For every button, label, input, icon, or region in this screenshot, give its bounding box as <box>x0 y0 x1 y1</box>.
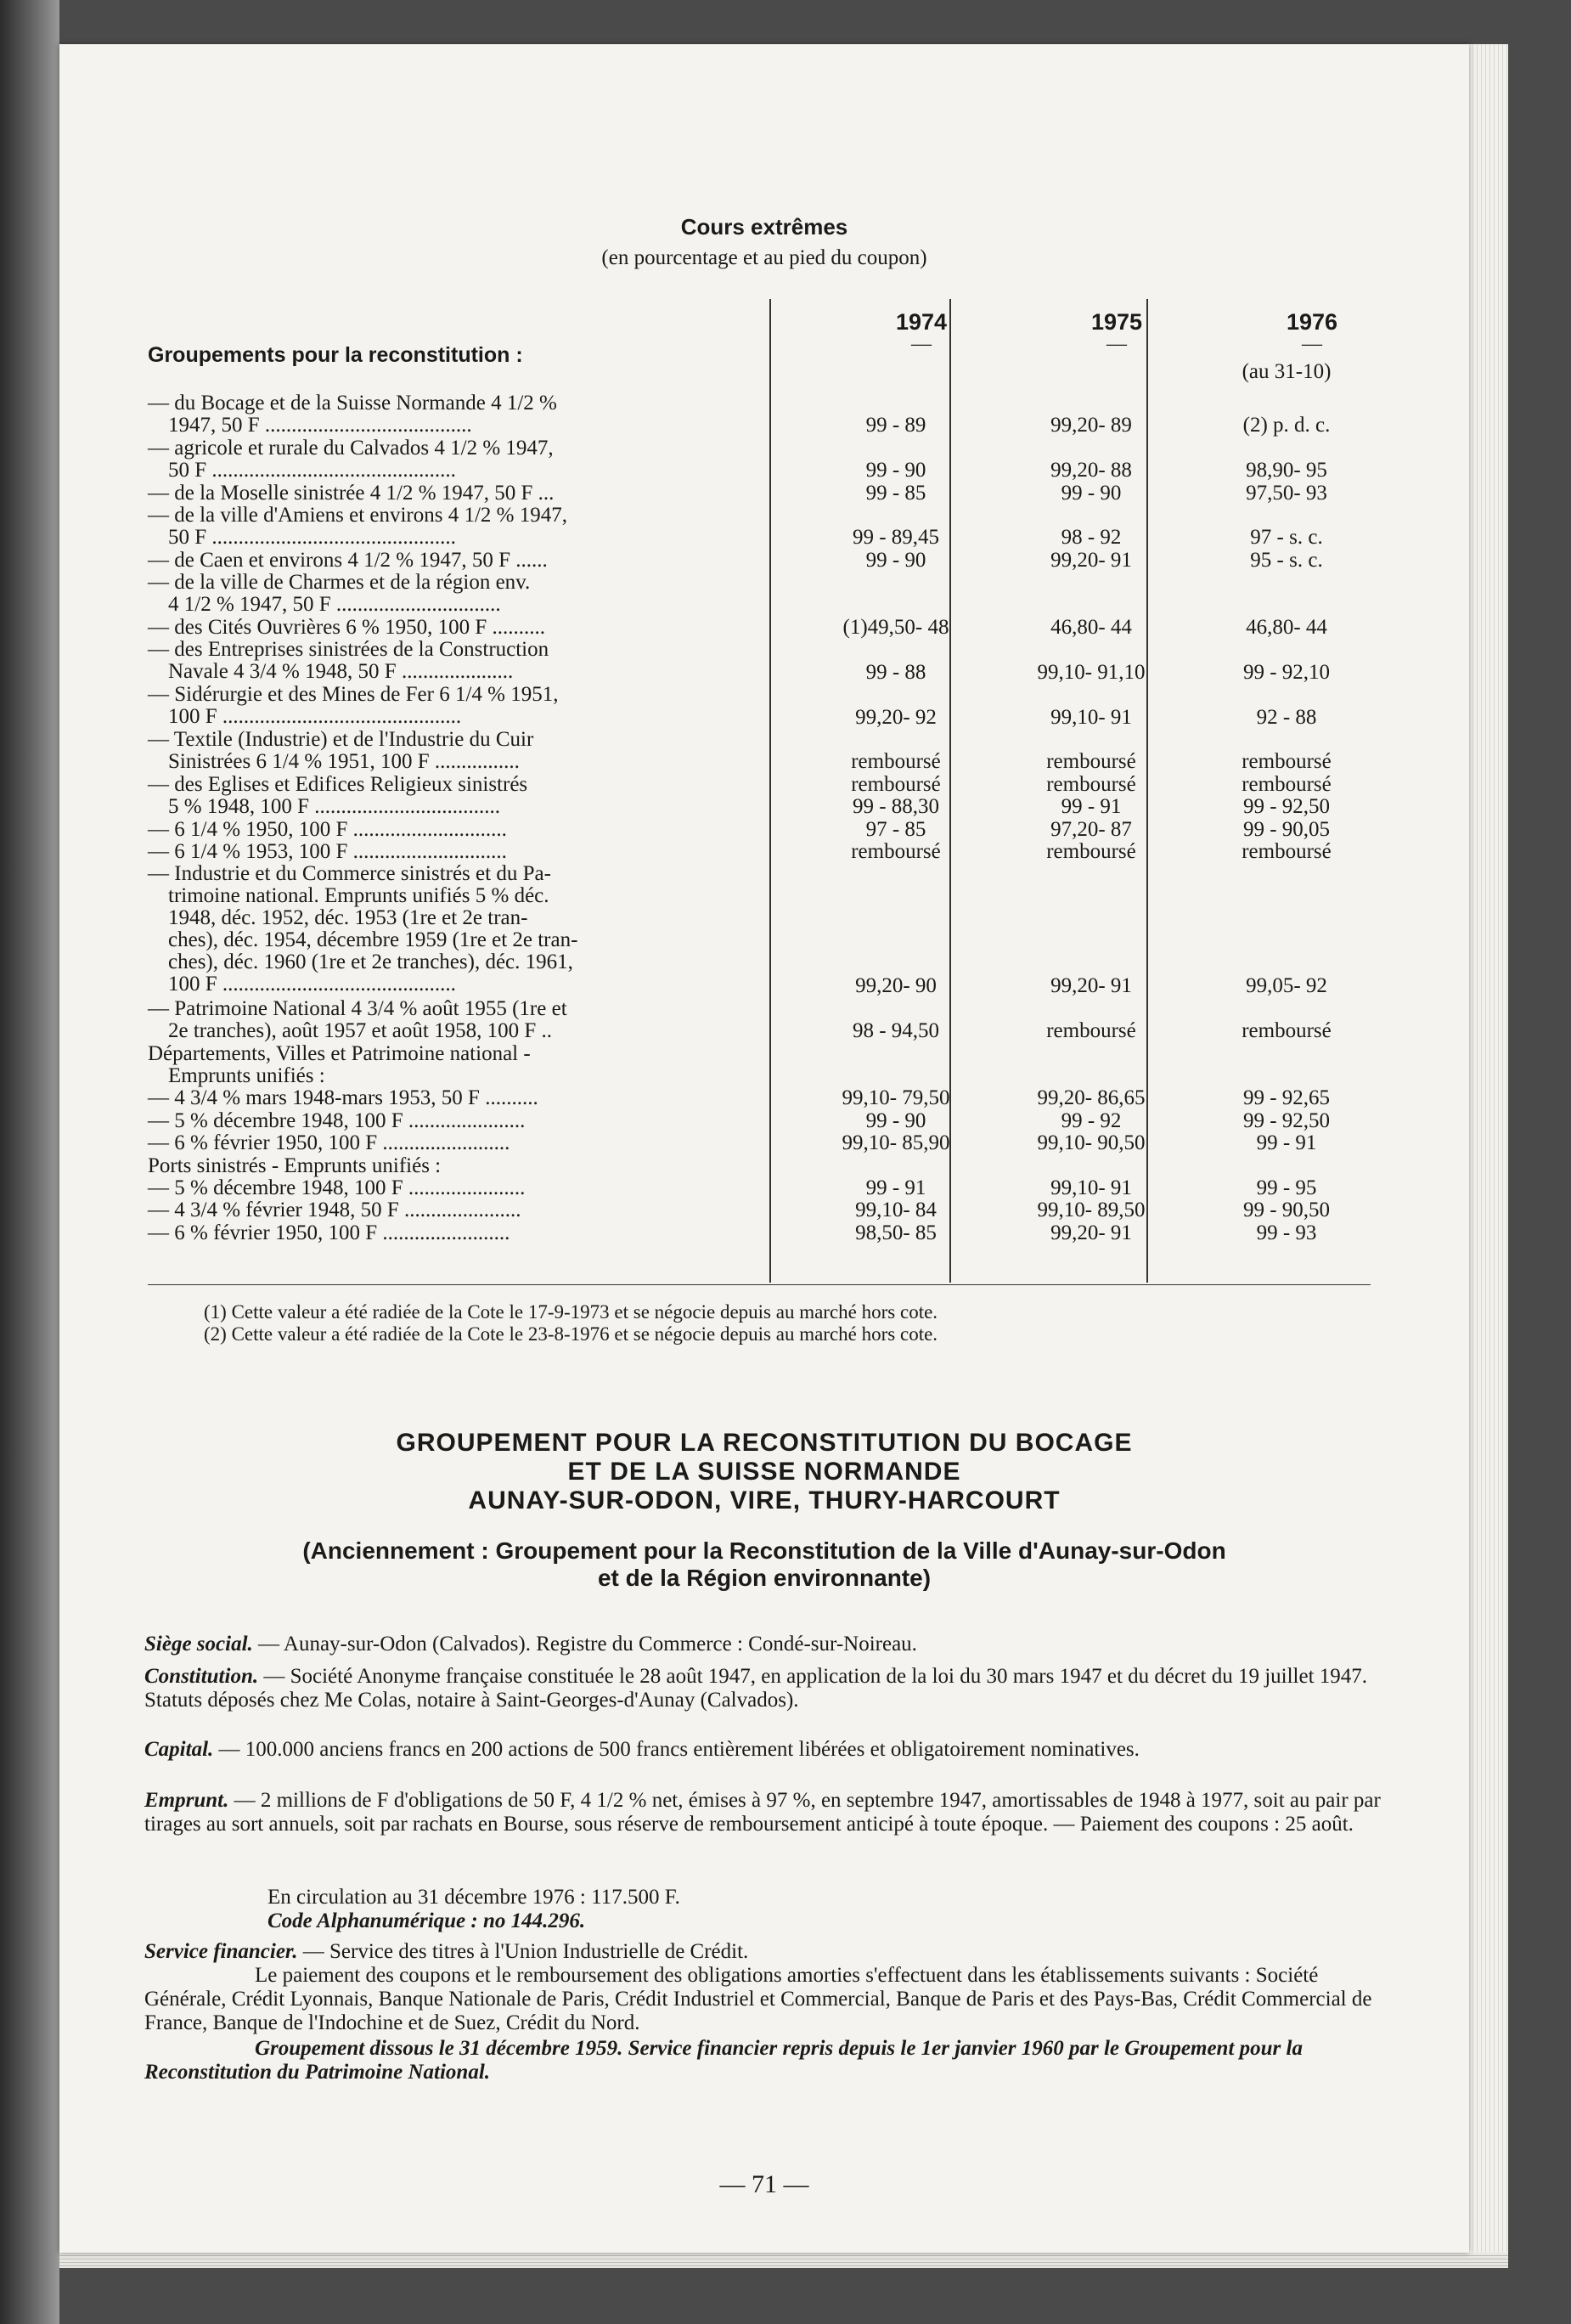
row-label-line: — Patrimoine National 4 3/4 % août 1955 (1re et <box>148 996 567 1020</box>
table-row-label <box>148 774 802 796</box>
siege-paragraph <box>144 1633 1384 1656</box>
cell-1975: 99,20- 86,65 <box>1037 1086 1146 1110</box>
table-row-label <box>148 392 802 437</box>
cell-1974: 99,10- 79,50 <box>842 1086 950 1110</box>
row-label-line: ches), déc. 1954, décembre 1959 (1re et 2e tran- <box>168 928 578 952</box>
year-1976: 1976 <box>1286 309 1338 335</box>
service-lead: Service financier. <box>144 1940 298 1963</box>
code-line: Code Alphanumérique : no 144.296. <box>267 1909 586 1932</box>
emprunt-lead: Emprunt. <box>144 1789 229 1812</box>
cell-1974: 99 - 85 <box>865 481 926 505</box>
paiement-paragraph: Le paiement des coupons et le remboursement des obligations amorties s'effectuent dans les établissements suivants : Société Générale, Crédit Lyonnais, Banque Nationale de Paris, Crédit Industriel et Commercial, Banque de Paris et des Pays-Bas, Crédit Commercial de France, Banque de l'Indochine et de Suez, Crédit du Nord. <box>144 1964 1372 2034</box>
cell-1975: remboursé <box>1046 750 1136 774</box>
cell-1974: 97 - 85 <box>865 817 926 841</box>
cours-subtitle: (en pourcentage et au pied du coupon) <box>601 246 927 269</box>
table-row-label <box>148 505 802 549</box>
row-label-line: 100 F ............................................ <box>168 973 456 996</box>
cell-1975: 99,20- 88 <box>1050 459 1132 482</box>
cell-1975: 99,10- 89,50 <box>1037 1199 1146 1222</box>
row-label-line: — des Entreprises sinistrées de la Construction <box>148 638 549 662</box>
section-title-line-1: GROUPEMENT POUR LA RECONSTITUTION DU BOCAGE <box>396 1429 1133 1457</box>
table-row-label <box>148 482 802 505</box>
row-label-line: 50 F .............................................. <box>168 458 456 482</box>
row-label-line: Ports sinistrés - Emprunts unifiés : <box>148 1154 442 1177</box>
table-row-label <box>148 1199 802 1221</box>
cell-1975: 99 - 90 <box>1061 481 1122 505</box>
former-name-line-2: et de la Région environnante) <box>597 1565 932 1591</box>
table-row-label <box>148 1222 802 1244</box>
cell-1976: 99 - 93 <box>1256 1221 1317 1244</box>
year-note-1976: (au 31-10) <box>1242 360 1332 383</box>
cell-1974: 99 - 90 <box>865 548 926 572</box>
circulation-line: En circulation au 31 décembre 1976 : 117.500 F. <box>267 1886 680 1909</box>
cell-1975: 99,20- 91 <box>1050 974 1132 998</box>
cell-1976: 97 - s. c. <box>1250 526 1323 550</box>
cell-1974: 98 - 94,50 <box>852 1019 940 1043</box>
table-row-label <box>148 437 802 482</box>
cell-1976: 99 - 92,65 <box>1242 1086 1331 1110</box>
row-label-line: — 6 % février 1950, 100 F ........................ <box>148 1131 510 1155</box>
book-spine <box>0 0 59 2324</box>
row-label-line: 100 F ............................................. <box>168 705 462 729</box>
page-edges <box>1469 44 1508 2253</box>
cell-1974: remboursé <box>851 772 941 796</box>
row-label-line: 1948, déc. 1952, déc. 1953 (1re et 2e tran- <box>168 906 528 930</box>
cell-1976: 99 - 91 <box>1256 1131 1317 1155</box>
table-row-label <box>148 1087 802 1109</box>
year-dash-1976: — <box>1302 333 1322 355</box>
table-row-label <box>148 1110 802 1132</box>
cell-1974: (1)49,50- 48 <box>842 616 949 639</box>
row-label-line: — de la Moselle sinistrée 4 1/2 % 1947, 50 F ... <box>148 481 555 505</box>
row-label-line: — Industrie et du Commerce sinistrés et du Pa- <box>148 862 551 886</box>
constitution-text: — Société Anonyme française constituée le 28 août 1947, en application de la loi du 30 mars 1947 et du décret du 19 juillet 1947. Statuts déposés chez Me Colas, notaire à Saint-Georges-d'Aunay (Calvados). <box>144 1665 1368 1712</box>
cell-1975: 99,10- 91,10 <box>1037 660 1146 684</box>
table-row-label <box>148 1043 802 1087</box>
table-row-label <box>148 729 802 773</box>
cell-1976: 99 - 95 <box>1256 1176 1317 1199</box>
table-row-label <box>148 1177 802 1199</box>
year-1974: 1974 <box>895 309 948 335</box>
cell-1974: 99,10- 85,90 <box>842 1131 950 1155</box>
cell-1976: remboursé <box>1242 1019 1332 1043</box>
row-label-line: 1947, 50 F ....................................... <box>168 414 472 437</box>
row-label-line: 2e tranches), août 1957 et août 1958, 100 F .. <box>168 1018 552 1042</box>
cell-1976: 99 - 92,10 <box>1242 660 1331 684</box>
cell-1974: 99 - 90 <box>865 459 926 482</box>
cell-1976: 46,80- 44 <box>1246 616 1327 639</box>
footnote-1: (1) Cette valeur a été radiée de la Cote le 17-9-1973 et se négocie depuis au marché hors cote. <box>204 1301 938 1323</box>
cell-1974: 99 - 88 <box>865 660 926 684</box>
row-label-line: — 6 % février 1950, 100 F ........................ <box>148 1221 510 1244</box>
emprunt-paragraph <box>144 1789 1384 1836</box>
cell-1974: 99 - 88,30 <box>852 795 940 819</box>
cell-1974: remboursé <box>851 750 941 774</box>
cell-1975: remboursé <box>1046 840 1136 863</box>
row-label-line: Départements, Villes et Patrimoine national - <box>148 1041 531 1065</box>
row-label-line: — des Cités Ouvrières 6 % 1950, 100 F .......... <box>148 616 546 639</box>
former-name-line-1: (Anciennement : Groupement pour la Reconstitution de la Ville d'Aunay-sur-Odon <box>302 1537 1226 1564</box>
row-label-line: — de Caen et environs 4 1/2 % 1947, 50 F ...... <box>148 548 548 572</box>
cell-1976: 99 - 90,50 <box>1242 1199 1331 1222</box>
cell-1976: 98,90- 95 <box>1246 459 1327 482</box>
section-title-line-3: AUNAY-SUR-ODON, VIRE, THURY-HARCOURT <box>468 1486 1061 1515</box>
table-row-label <box>148 572 802 616</box>
cell-1975: 99,10- 90,50 <box>1037 1131 1146 1155</box>
row-label-line: 4 1/2 % 1947, 50 F ............................... <box>168 593 501 617</box>
cell-1976: 99 - 92,50 <box>1242 795 1331 819</box>
cell-1974: 98,50- 85 <box>855 1221 937 1244</box>
table-row-label <box>148 796 802 818</box>
row-label-line: — 6 1/4 % 1953, 100 F ............................. <box>148 840 507 863</box>
capital-paragraph <box>144 1738 1384 1762</box>
table-row-label <box>148 863 802 996</box>
cell-1976: remboursé <box>1242 750 1332 774</box>
row-label-line: — Sidérurgie et des Mines de Fer 6 1/4 % 1951, <box>148 683 559 707</box>
cell-1975: 99 - 91 <box>1061 795 1122 819</box>
cell-1975: 99,20- 89 <box>1050 414 1132 437</box>
row-label-line: trimoine national. Emprunts unifiés 5 % déc. <box>168 884 549 908</box>
row-label-line: — des Eglises et Edifices Religieux sinistrés <box>148 772 528 796</box>
cell-1974: remboursé <box>851 840 941 863</box>
cell-1975: 97,20- 87 <box>1050 817 1132 841</box>
table-row-label <box>148 1155 802 1177</box>
service-text: — Service des titres à l'Union Industrielle de Crédit. <box>297 1940 749 1963</box>
service-paragraph <box>144 1940 1384 1964</box>
table-row-label <box>148 639 802 683</box>
row-label-line: Emprunts unifiés : <box>168 1063 325 1087</box>
cell-1975: remboursé <box>1046 772 1136 796</box>
dissous-paragraph: Groupement dissous le 31 décembre 1959. Service financier repris depuis le 1er janvier 1960 par le Groupement pour la Reconstitution du Patrimoine National. <box>144 2037 1303 2084</box>
table-row-label <box>148 998 802 1042</box>
cell-1974: 99 - 89,45 <box>852 526 940 550</box>
document-page <box>59 44 1469 2253</box>
footnote-2: (2) Cette valeur a été radiée de la Cote le 23-8-1976 et se négocie depuis au marché hors cote. <box>204 1323 938 1345</box>
row-label-line: 5 % 1948, 100 F ................................... <box>168 795 500 819</box>
cell-1974: 99,10- 84 <box>855 1199 937 1222</box>
table-row-label <box>148 841 802 863</box>
cell-1975: 99,20- 91 <box>1050 548 1132 572</box>
row-label-line: — 5 % décembre 1948, 100 F ...................... <box>148 1176 526 1199</box>
row-label-line: — du Bocage et de la Suisse Normande 4 1/2 % <box>148 392 557 415</box>
row-label-line: — de la ville de Charmes et de la région env. <box>148 571 531 595</box>
row-label-line: 50 F .............................................. <box>168 526 456 549</box>
row-label-line: — de la ville d'Amiens et environs 4 1/2 % 1947, <box>148 504 568 527</box>
year-dash-1975: — <box>1106 333 1127 355</box>
cell-1975: 46,80- 44 <box>1050 616 1132 639</box>
siege-text: — Aunay-sur-Odon (Calvados). Registre du Commerce : Condé-sur-Noireau. <box>252 1633 917 1656</box>
group-label: Groupements pour la reconstitution : <box>148 343 523 367</box>
row-label-line: Sinistrées 6 1/4 % 1951, 100 F ................ <box>168 750 520 773</box>
table-row-label <box>148 819 802 841</box>
year-1975: 1975 <box>1090 309 1143 335</box>
row-label-line: — agricole et rurale du Calvados 4 1/2 % 1947, <box>148 436 554 460</box>
page-bottom-edge <box>59 2253 1508 2268</box>
section-title-line-2: ET DE LA SUISSE NORMANDE <box>567 1458 961 1486</box>
row-label-line: Navale 4 3/4 % 1948, 50 F ..................... <box>168 660 514 684</box>
row-label-line: — 6 1/4 % 1950, 100 F ............................. <box>148 817 507 841</box>
cell-1976: remboursé <box>1242 772 1332 796</box>
cell-1974: 99 - 89 <box>865 414 926 437</box>
row-label-line: — Textile (Industrie) et de l'Industrie du Cuir <box>148 728 534 751</box>
cell-1974: 99,20- 92 <box>855 705 937 729</box>
constitution-lead: Constitution. <box>144 1665 259 1688</box>
capital-text: — 100.000 anciens francs en 200 actions de 500 francs entièrement libérées et obligatoirement nominatives. <box>213 1738 1140 1761</box>
cell-1975: 99 - 92 <box>1061 1108 1122 1132</box>
cell-1976: 92 - 88 <box>1256 705 1317 729</box>
table-bottom-rule <box>148 1284 1371 1285</box>
page-number: — 71 — <box>719 2170 809 2198</box>
cell-1975: remboursé <box>1046 1019 1136 1043</box>
cell-1976: remboursé <box>1242 840 1332 863</box>
row-label-line: — 4 3/4 % février 1948, 50 F ...................... <box>148 1199 521 1222</box>
cell-1975: 99,10- 91 <box>1050 705 1132 729</box>
siege-lead: Siège social. <box>144 1633 253 1656</box>
table-row-label <box>148 550 802 572</box>
cell-1975: 99,10- 91 <box>1050 1176 1132 1199</box>
cell-1974: 99 - 91 <box>865 1176 926 1199</box>
table-row-label <box>148 617 802 639</box>
cell-1975: 98 - 92 <box>1061 526 1122 550</box>
row-label-line: ches), déc. 1960 (1re et 2e tranches), déc. 1961, <box>168 950 573 974</box>
cell-1976: 99 - 90,05 <box>1242 817 1331 841</box>
cell-1976: 99 - 92,50 <box>1242 1108 1331 1132</box>
cell-1975: 99,20- 91 <box>1050 1221 1132 1244</box>
table-row-label <box>148 684 802 728</box>
row-label-line: — 5 % décembre 1948, 100 F ...................... <box>148 1108 526 1132</box>
cell-1976: 97,50- 93 <box>1246 481 1327 505</box>
cell-1974: 99,20- 90 <box>855 974 937 998</box>
cell-1976: (2) p. d. c. <box>1242 414 1331 437</box>
emprunt-text: — 2 millions de F d'obligations de 50 F, 4 1/2 % net, émises à 97 %, en septembre 1947, amortissables de 1948 à 1977, soit au pair par tirages au sort annuels, soit par rachats en Bourse, sous réserve de remboursement anticipé à toute époque. — Paiement des coupons : 25 août. <box>144 1789 1381 1836</box>
row-label-line: — 4 3/4 % mars 1948-mars 1953, 50 F .......... <box>148 1086 538 1110</box>
cours-title: Cours extrêmes <box>680 214 848 240</box>
capital-lead: Capital. <box>144 1738 214 1761</box>
constitution-paragraph <box>144 1665 1384 1712</box>
cell-1976: 95 - s. c. <box>1250 548 1323 572</box>
year-dash-1974: — <box>911 333 932 355</box>
cell-1974: 99 - 90 <box>865 1108 926 1132</box>
table-row-label <box>148 1132 802 1154</box>
cell-1976: 99,05- 92 <box>1246 974 1327 998</box>
